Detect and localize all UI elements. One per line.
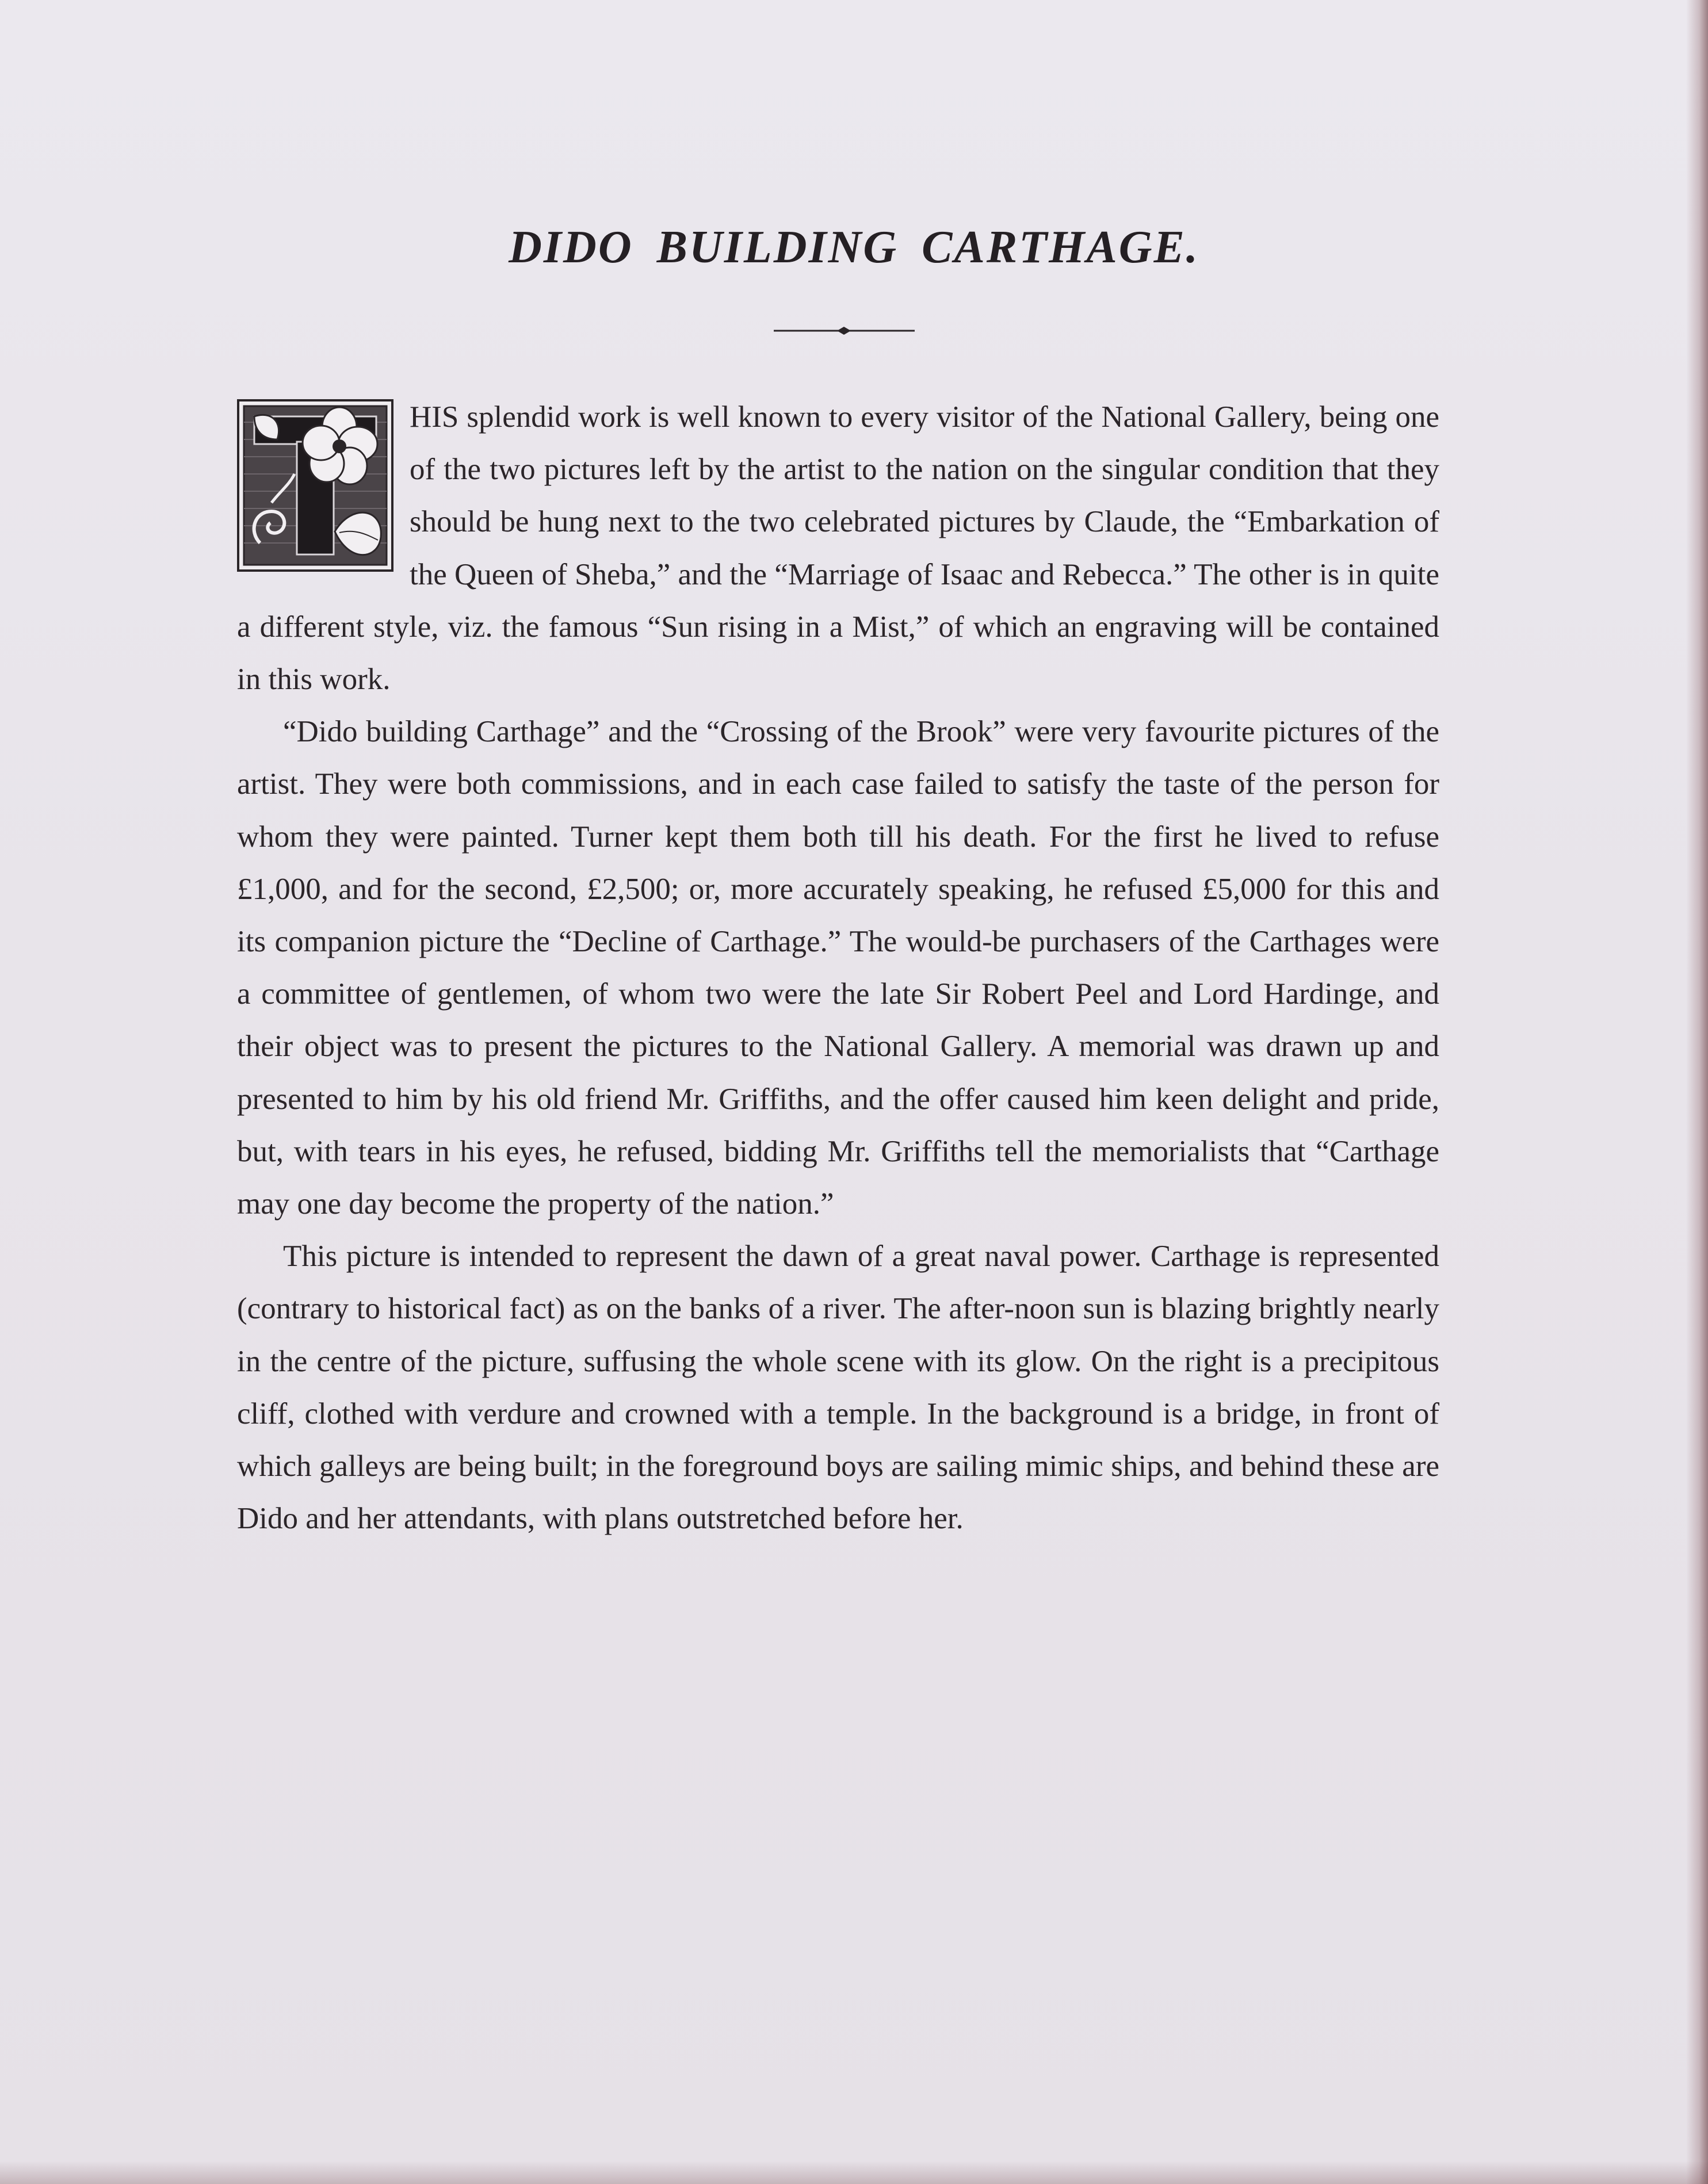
paragraph-2: “Dido building Carthage” and the “Crossing of the Brook” were very favourite pictures of the artist. They were both commissions, and in each case failed to satisfy the taste of the person for whom they were painted. Turner kept them both till his death. For the first he lived to refuse £1,000, and for the second, £2,500; or, more accurately speaking, he refused £5,000 for this and its companion picture the “Decline of Carthage.” The would-be purchasers of the Carthages were a committee of gentlemen, of whom two were the late Sir Robert Peel and Lord Hardinge, and their object was to present the pictures to the National Gallery. A memorial was drawn up and presented to him by his old friend Mr. Griffiths, and the offer caused him keen delight and pride, but, with tears in his eyes, he refused, bidding Mr. Griffiths tell the memorialists that “Carthage may one day become the property of the nation.” — [237, 715, 1439, 1221]
paragraph-3: This picture is intended to represent the dawn of a great naval power. Carthage is represented (contrary to historical fact) as on the banks of a river. The after-noon sun is blazing brightly nearly in the centre of the picture, suffusing the whole scene with its glow. On the right is a precipitous cliff, clothed with verdure and crowned with a temple. In the background is a bridge, in front of which galleys are being built; in the foreground boys are sailing mimic ships, and behind these are Dido and her attendants, with plans outstretched before her. — [237, 1240, 1439, 1536]
page-edge-right — [1686, 0, 1708, 2184]
title-ornament-divider — [774, 322, 915, 339]
paragraph-1-lead: HIS — [410, 400, 459, 434]
body-text — [237, 391, 1439, 1545]
paragraph-1 — [237, 391, 1439, 706]
drop-cap-t-floral-icon — [237, 399, 393, 572]
paragraph-1-text: splendid work is well known to every visitor of the National Gallery, being one of the two pictures left by the artist to the nation on the singular condition that they should be hung next to the two celebrated pictures by Claude, the “Embarkation of the Queen of Sheba,” and the “Marriage of Isaac and Rebecca.” The other is in quite a different style, viz. the famous “Sun rising in a Mist,” of which an engraving will be contained in this work. — [237, 400, 1439, 697]
page-title: DIDO BUILDING CARTHAGE. — [509, 222, 1199, 273]
page-edge-bottom — [0, 2161, 1708, 2184]
